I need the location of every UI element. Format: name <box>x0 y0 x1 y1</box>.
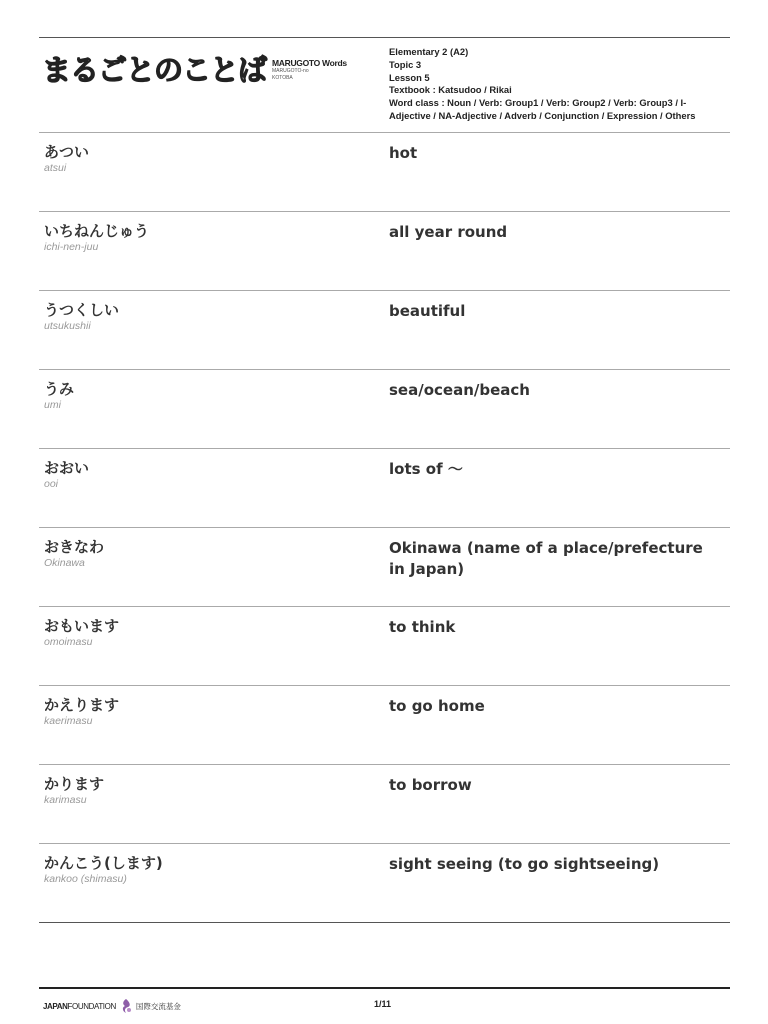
meta-topic: Topic 3 <box>389 58 422 70</box>
jf-english-name: JAPANFOUNDATION <box>43 1001 116 1011</box>
meta-textbook: Textbook : Katsudoo / Rikai <box>389 84 512 96</box>
logo-japanese-text: まるごとのことば <box>42 53 267 87</box>
meta-word-class: Word class : Noun / Verb: Group1 / Verb: Group2 / Verb: Group3 / I-Adjective / NA-Adjective / Adverb / Conjunction / Expression / Others <box>389 97 696 121</box>
word-romaji: ooi <box>44 478 59 490</box>
word-row <box>39 844 730 923</box>
word-romaji: kankoo (shimasu) <box>44 873 127 885</box>
word-kana: かんこう(します) <box>44 854 163 872</box>
meta-level: Elementary 2 (A2) <box>389 46 469 57</box>
word-row <box>39 212 730 291</box>
word-romaji: ichi-nen-juu <box>44 241 99 253</box>
word-kana: かります <box>44 775 105 793</box>
word-row <box>39 133 730 212</box>
logo-sub-text: MARUGOTO-no <box>272 68 309 75</box>
word-meaning: all year round <box>389 223 508 241</box>
word-meaning: to think <box>389 618 456 636</box>
word-row <box>39 765 730 844</box>
word-romaji: umi <box>44 399 61 411</box>
word-kana: うつくしい <box>44 301 120 319</box>
word-row <box>39 449 730 528</box>
word-row <box>39 291 730 370</box>
word-meaning: hot <box>389 144 418 162</box>
japan-foundation-logo <box>43 998 181 1014</box>
word-romaji: omoimasu <box>44 636 93 648</box>
word-romaji: atsui <box>44 162 67 174</box>
page-footer <box>39 987 730 1019</box>
word-kana: おきなわ <box>44 538 105 556</box>
vocabulary-page <box>39 37 730 923</box>
word-kana: あつい <box>44 143 90 161</box>
word-meaning: beautiful <box>389 302 466 320</box>
word-meaning: Okinawa (name of a place/prefecture in Japan) <box>389 539 703 578</box>
jf-japanese-name: 国際交流基金 <box>135 1001 181 1011</box>
logo-sub-text: KOTOBA <box>272 75 293 82</box>
word-row <box>39 370 730 449</box>
word-romaji: kaerimasu <box>44 715 93 727</box>
word-kana: おもいます <box>44 617 120 635</box>
word-meaning: sea/ocean/beach <box>389 381 530 399</box>
word-row <box>39 607 730 686</box>
word-meaning: lots of ～ <box>389 460 463 478</box>
page-number: 1/11 <box>374 999 392 1009</box>
word-row <box>39 686 730 765</box>
page-header <box>39 37 730 132</box>
marugoto-logo <box>42 53 347 87</box>
word-list <box>39 132 730 923</box>
word-kana: うみ <box>44 380 75 398</box>
lesson-meta <box>389 46 719 123</box>
word-romaji: utsukushii <box>44 320 91 332</box>
word-kana: かえります <box>44 696 120 714</box>
word-romaji: karimasu <box>44 794 87 806</box>
word-meaning: to borrow <box>389 776 472 794</box>
word-kana: いちねんじゅう <box>44 222 150 240</box>
logo-english-text: MARUGOTO Words <box>272 57 347 68</box>
meta-lesson: Lesson 5 <box>389 71 430 83</box>
jf-emblem-icon <box>118 998 134 1014</box>
word-meaning: sight seeing (to go sightseeing) <box>389 855 660 873</box>
word-kana: おおい <box>44 459 90 477</box>
word-romaji: Okinawa <box>44 557 85 569</box>
word-meaning: to go home <box>389 697 485 715</box>
word-row <box>39 528 730 607</box>
